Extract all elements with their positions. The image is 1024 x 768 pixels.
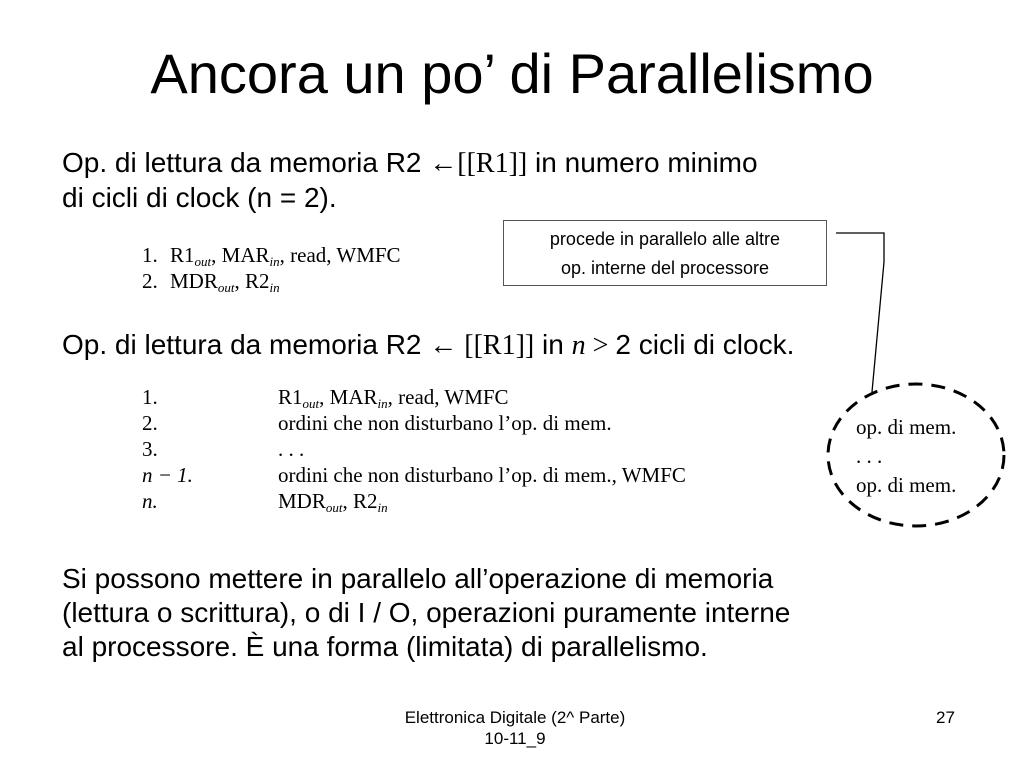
- left-arrow-symbol: ←: [429, 330, 458, 361]
- callout-connector-line: [836, 233, 884, 392]
- slide-number: 27: [936, 708, 955, 727]
- memory-op-row: op. di mem.: [856, 415, 957, 439]
- step-row: n. $MDR_{out}$, $R2_{in}$: [142, 489, 388, 515]
- paragraph-min-cycles-line1: Op. di lettura da memoria R2 ←[[R1]] in numero minimo: [62, 147, 758, 179]
- register-expression: [[R1]]: [457, 330, 535, 361]
- left-arrow-symbol: ←: [429, 148, 458, 179]
- paragraph-conclusion: [62, 562, 790, 664]
- conclusion-line: al processore. È una forma (limitata) di parallelismo.: [62, 631, 708, 662]
- slide-title: Ancora un po’ di Parallelismo: [150, 42, 874, 105]
- callout-line2: op. interne del processore: [560, 258, 770, 278]
- memory-ops-dashed-ellipse: [828, 384, 1004, 526]
- step-row: 2. ordini che non disturbano l’op. di mem.: [142, 411, 612, 435]
- step-row: 1. $R1_{out}$, $MAR_{in}$, read, WMFC: [142, 385, 509, 411]
- conclusion-line: Si possono mettere in parallelo all’operazione di memoria: [62, 563, 774, 594]
- callout-line1: procede in parallelo alle altre: [549, 229, 781, 249]
- step-row: 1. $R1_{out}$, $MAR_{in}$, read, WMFC: [142, 243, 401, 269]
- cycle-count-variable: n: [571, 330, 586, 361]
- register-expression: [[R1]]: [457, 148, 528, 179]
- step-row: 2. $MDR_{out}$, $R2_{in}$: [142, 269, 280, 295]
- memory-op-row: op. di mem.: [856, 473, 957, 497]
- paragraph-many-cycles: Op. di lettura da memoria R2 ← [[R1]] in n > 2 cicli di clock.: [62, 329, 795, 361]
- paragraph-min-cycles-line2: di cicli di clock (n = 2).: [62, 182, 337, 213]
- step-row: n − 1. ordini che non disturbano l’op. di mem., WMFC: [142, 463, 686, 487]
- step-row: 3. . . .: [142, 437, 305, 461]
- memory-op-row: . . .: [856, 444, 883, 468]
- footer-course-info: Elettronica Digitale (2^ Parte) 10-11_9: [404, 708, 626, 748]
- conclusion-line: (lettura o scrittura), o di I / O, operazioni puramente interne: [62, 597, 791, 628]
